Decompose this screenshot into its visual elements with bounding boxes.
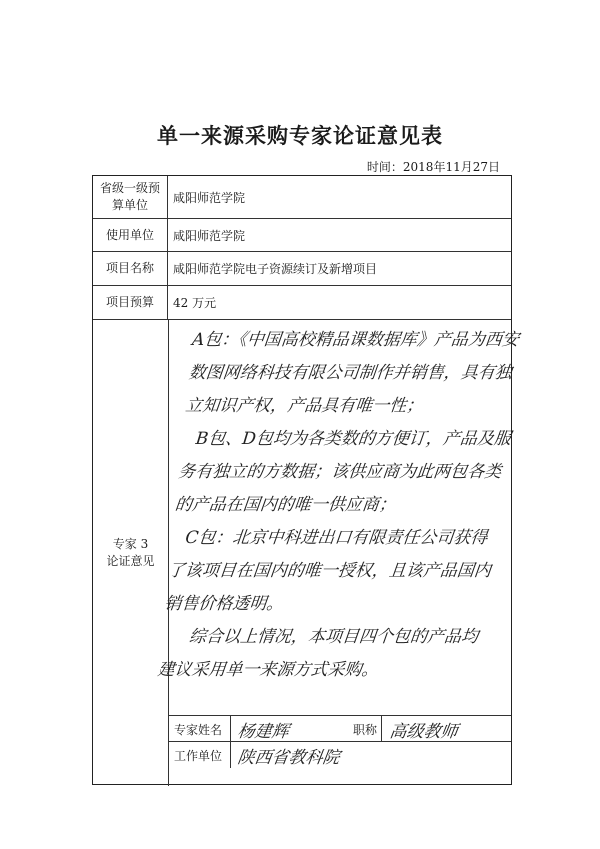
opinion-paragraph-a: A包：《中国高校精品课数据库》产品为西安数图网络科技有限公司制作并销售，具有独立知识产权，产品具有唯一性； xyxy=(184,330,521,416)
expert-name: 杨建辉 xyxy=(236,721,291,742)
date-text: 时间：2018年11月27日 xyxy=(366,160,500,174)
divider xyxy=(230,716,231,742)
opinion-label-line2: 论证意见 xyxy=(106,554,155,568)
row-user-unit xyxy=(93,219,511,252)
date-label xyxy=(367,158,500,175)
row-budget-unit xyxy=(93,176,511,219)
opinion-paragraph-bd: B包、D包均为各类数的方便订，产品及服务有独立的方数据；该供应商为此两包各类的产品在国内的唯一供应商； xyxy=(173,429,512,515)
row-label: 使用单位 xyxy=(93,219,168,251)
row-value: 咸阳师范学院 xyxy=(173,190,246,205)
handwritten-opinion xyxy=(156,320,525,687)
row-label: 项目名称 xyxy=(93,252,168,285)
row-label: 省级一级预算单位 xyxy=(93,176,168,218)
opinion-label xyxy=(93,320,169,786)
opinion-paragraph-c: C包：北京中科进出口有限责任公司获得了该项目在国内的唯一授权，且该产品国内销售价格透明。 xyxy=(163,528,492,614)
opinion-table xyxy=(92,175,521,785)
row-value: 咸阳师范学院电子资源续订及新增项目 xyxy=(173,262,378,276)
opinion-label-line1: 专家 3 xyxy=(112,537,149,551)
page-title: 单一来源采购专家论证意见表 xyxy=(157,124,443,148)
row-value: 咸阳师范学院 xyxy=(173,228,246,243)
row-label: 项目预算 xyxy=(93,286,168,319)
work-unit: 陕西省教科院 xyxy=(236,747,342,768)
opinion-paragraph-summary: 综合以上情况，本项目四个包的产品均建议采用单一来源方式采购。 xyxy=(156,627,480,680)
title-label: 职称 xyxy=(353,722,378,737)
expert-name-label: 专家姓名 xyxy=(173,722,222,737)
row-value: 42 万元 xyxy=(173,296,217,310)
work-unit-label: 工作单位 xyxy=(173,748,222,763)
divider xyxy=(381,716,382,742)
opinion-section xyxy=(93,320,521,786)
row-project-name xyxy=(93,252,511,286)
work-unit-row xyxy=(168,741,511,768)
expert-name-row xyxy=(168,715,511,742)
title-value: 高级教师 xyxy=(388,721,460,742)
divider xyxy=(230,742,231,768)
row-project-budget xyxy=(93,286,511,320)
